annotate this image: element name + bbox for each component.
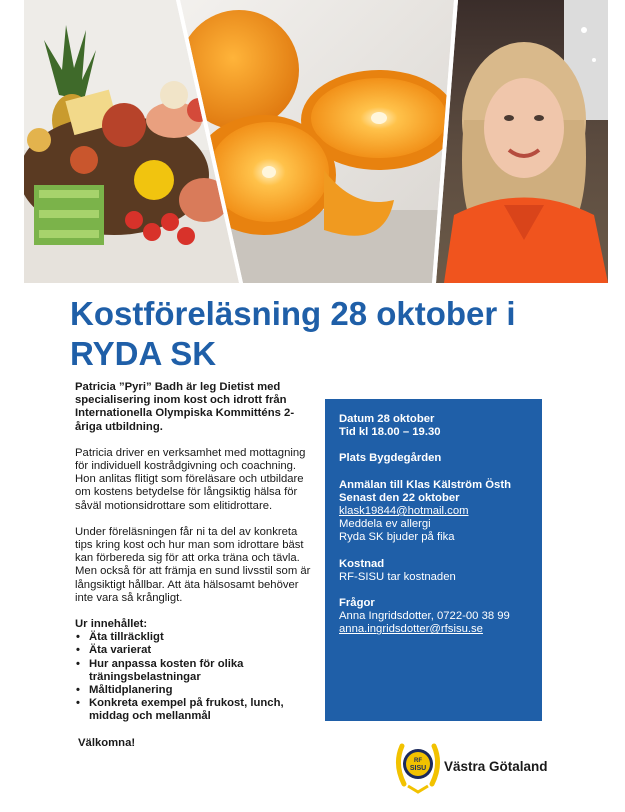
- sisu-emblem-icon: [394, 736, 442, 794]
- list-item: • Hur anpassa kosten för olika träningsbelastningar: [75, 658, 315, 684]
- cost-heading: Kostnad: [339, 557, 385, 570]
- event-title-line-2: RYDA SK: [70, 335, 217, 372]
- event-title-line-1: Kostföreläsning 28 oktober i: [70, 295, 516, 332]
- list-item: • Konkreta exempel på frukost, lunch, middag och mellanmål: [75, 697, 315, 723]
- list-item: • Äta tillräckligt: [75, 631, 315, 644]
- cost-text: RF-SISU tar kostnaden: [339, 570, 456, 583]
- list-item: • Måltidplanering: [75, 684, 315, 697]
- event-time: Tid kl 18.00 – 19.30: [339, 426, 441, 439]
- lecture-description: Under föreläsningen får ni ta del av konkreta tips kring kost och hur man som idrottare bäst kan förbereda sig för att orka träna och tävla. Men också för att främja en sund livsstil som är långsiktigt hållbar. Att äta hälsosamt behöver inte vara så krångligt.: [75, 525, 311, 604]
- contents-heading: Ur innehållet:: [75, 618, 148, 631]
- photo-banner: [24, 0, 608, 283]
- speaker-background: Patricia driver en verksamhet med mottagning för individuell kostrådgivning och coachning. Hon anlitas flitigt som föreläsare och utbildare om kostens betydelse för långsiktig hälsa för såväl motionsidrottare som elitidrottare.: [75, 446, 306, 512]
- event-info-box: [325, 399, 542, 721]
- banner-collage: [24, 0, 608, 283]
- allergy-note: Meddela ev allergi: [339, 518, 431, 531]
- list-item: • Äta varierat: [75, 644, 315, 657]
- signup-deadline: Senast den 22 oktober: [339, 491, 460, 504]
- questions-heading: Frågor: [339, 597, 375, 610]
- event-place: Plats Bygdegården: [339, 452, 442, 465]
- description-column: [75, 381, 315, 750]
- questions-contact: Anna Ingridsdotter, 0722-00 38 99: [339, 610, 510, 623]
- region-name: Västra Götaland: [444, 759, 548, 774]
- welcome-text: Välkomna!: [78, 736, 136, 749]
- fika-note: Ryda SK bjuder på fika: [339, 531, 455, 544]
- event-title: [70, 294, 590, 374]
- sisu-logo: [394, 736, 574, 796]
- event-date: Datum 28 oktober: [339, 413, 435, 425]
- questions-email-link[interactable]: anna.ingridsdotter@rfsisu.se: [339, 623, 483, 636]
- svg-text:SISU: SISU: [409, 765, 427, 772]
- svg-text:RF: RF: [414, 758, 422, 764]
- speaker-intro: Patricia ”Pyri” Badh är leg Dietist med specialisering inom kost och idrott från Internationella Olympiska Kommitténs 2-åriga utbildning.: [75, 381, 295, 433]
- contents-list: [75, 631, 315, 723]
- signup-contact: Anmälan till Klas Kälström Östh: [339, 478, 512, 491]
- signup-email-link[interactable]: klask19844@hotmail.com: [339, 505, 469, 518]
